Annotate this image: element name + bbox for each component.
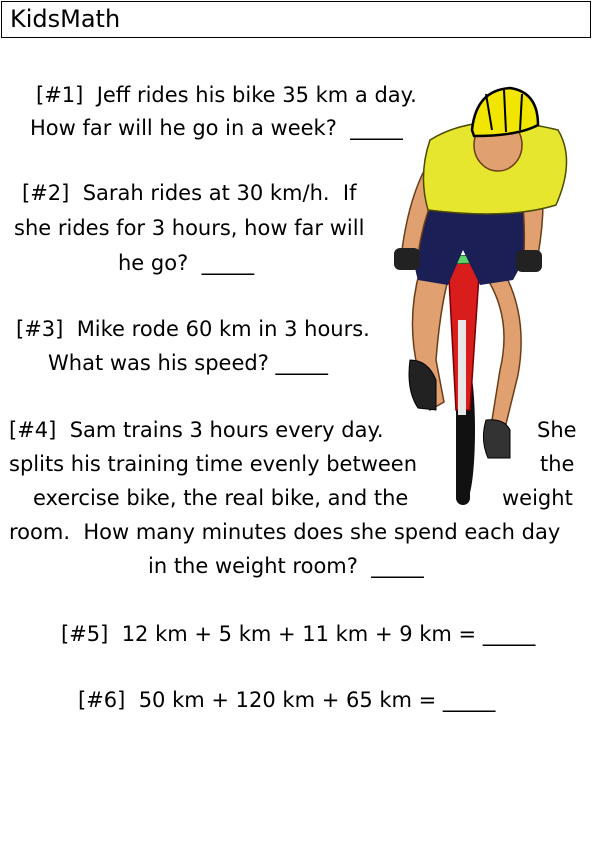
problem-4-line-5: in the weight room? _____ — [148, 554, 424, 578]
problem-4-line-1-right: She — [537, 418, 577, 442]
app-header — [1, 1, 591, 38]
problem-5-line-1: [#5] 12 km + 5 km + 11 km + 9 km = _____ — [61, 622, 536, 646]
right-leg — [488, 276, 521, 424]
problem-4-line-1: [#4] Sam trains 3 hours every day. — [9, 418, 384, 442]
problem-1-line-1: [#1] Jeff rides his bike 35 km a day. — [36, 83, 417, 107]
right-glove — [516, 250, 542, 272]
problem-3-line-2: What was his speed? _____ — [48, 351, 329, 375]
problem-1-line-2: How far will he go in a week? _____ — [30, 116, 403, 140]
problem-4-line-2: splits his training time evenly between — [9, 452, 418, 476]
problem-6-line-1: [#6] 50 km + 120 km + 65 km = _____ — [78, 688, 496, 712]
cyclist-illustration — [388, 80, 588, 510]
problem-4-line-2-right: the — [540, 452, 575, 476]
problem-4-line-4: room. How many minutes does she spend each day — [9, 520, 561, 544]
right-shoe — [483, 420, 510, 458]
problem-2-line-1: [#2] Sarah rides at 30 km/h. If — [22, 181, 357, 205]
problem-2-line-2: she rides for 3 hours, how far will — [14, 216, 365, 240]
left-glove — [394, 248, 420, 270]
problem-4-line-3-right: weight — [502, 486, 573, 510]
problem-4-line-3: exercise bike, the real bike, and the — [33, 486, 409, 510]
app-title: KidsMath — [10, 5, 121, 33]
problem-2-line-3: he go? _____ — [118, 251, 255, 275]
problem-3-line-1: [#3] Mike rode 60 km in 3 hours. — [16, 317, 370, 341]
